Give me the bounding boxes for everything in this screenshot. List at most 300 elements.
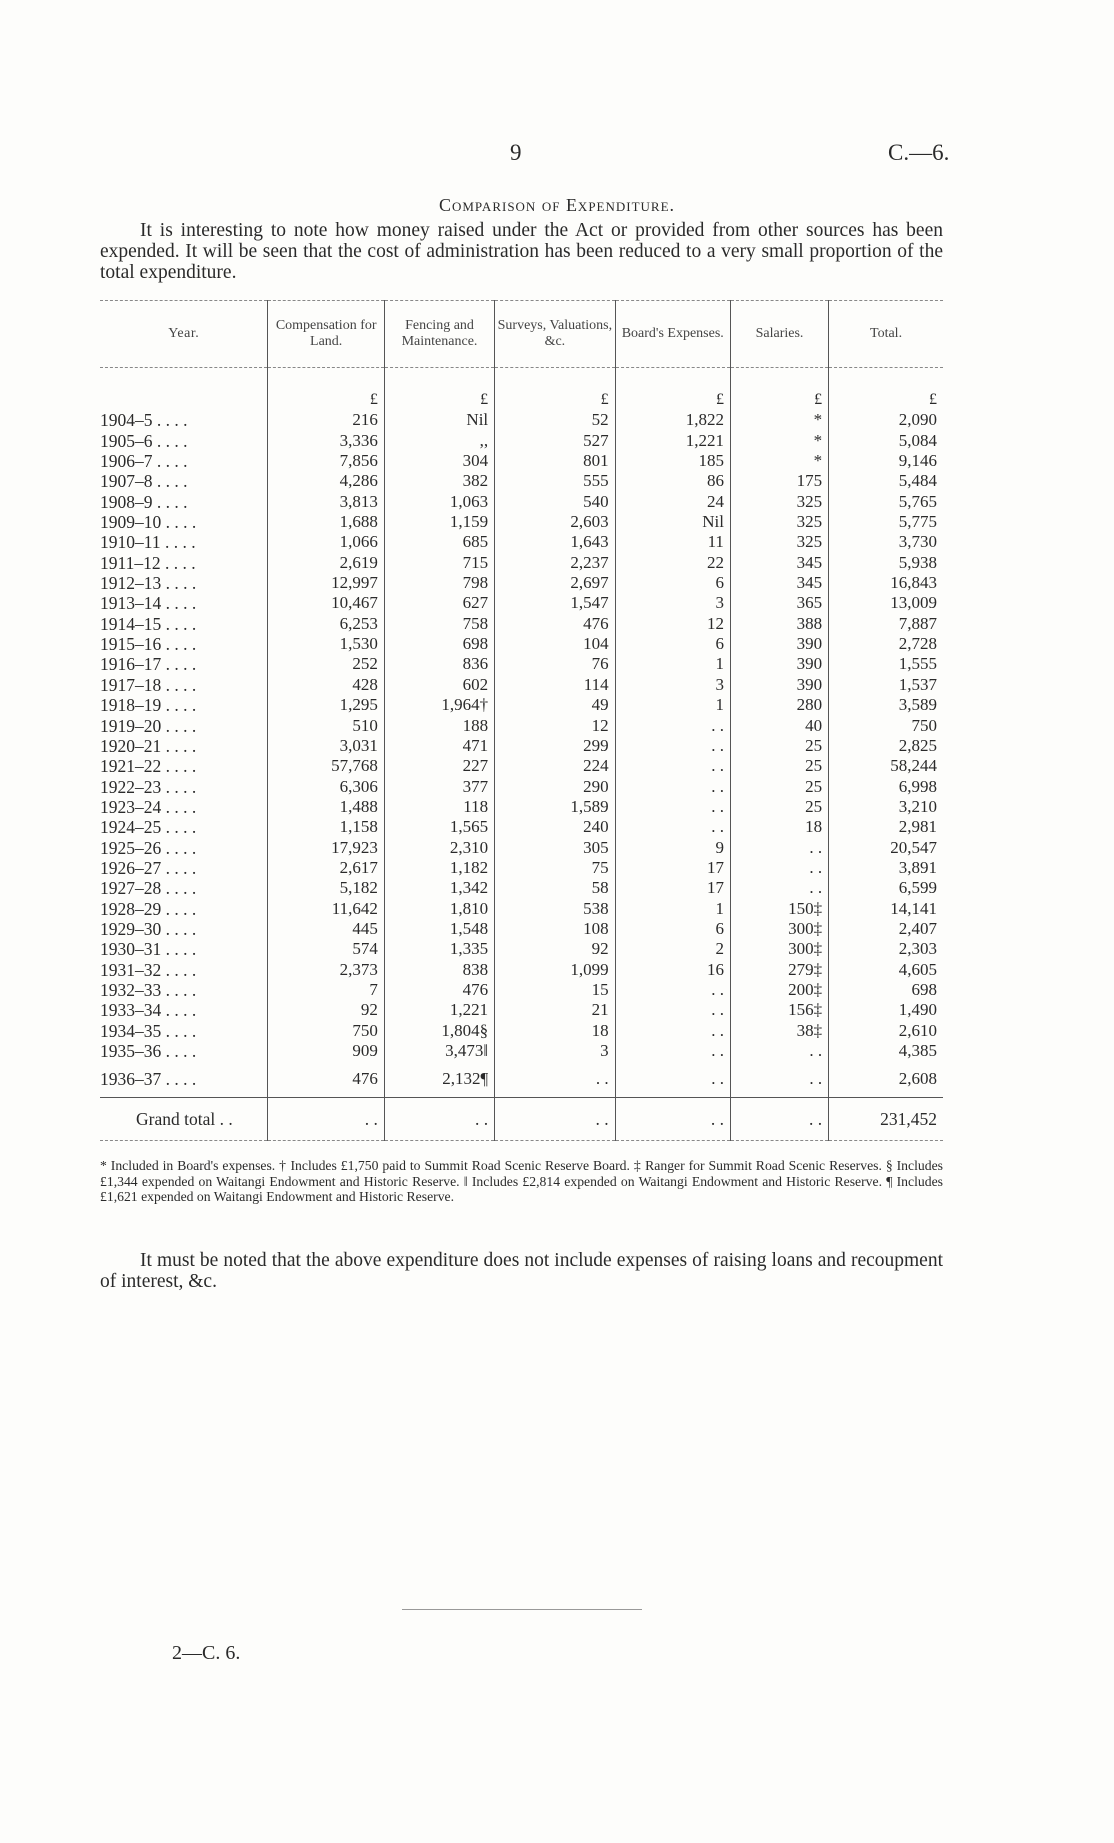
value-cell: 6,998: [829, 776, 943, 796]
value-cell: 12,997: [268, 573, 384, 593]
value-cell: 2,697: [495, 573, 615, 593]
value-cell: 1,488: [268, 797, 384, 817]
value-cell: . .: [615, 1061, 730, 1098]
table-row: [100, 776, 943, 796]
value-cell: 540: [495, 491, 615, 511]
value-cell: 18: [495, 1020, 615, 1040]
value-cell: 188: [384, 715, 494, 735]
year-cell: 1909–10 . . . .: [100, 512, 197, 533]
value-cell: 240: [495, 817, 615, 837]
table-row: [100, 573, 943, 593]
value-cell: . .: [730, 1061, 828, 1098]
year-cell: 1908–9 . . . .: [100, 491, 188, 512]
value-cell: 390: [730, 654, 828, 674]
value-cell: 6,599: [829, 878, 943, 898]
value-cell: 2,237: [495, 552, 615, 572]
year-cell: 1904–5 . . . .: [100, 410, 188, 431]
year-cell: 1920–21 . . . .: [100, 735, 197, 756]
value-cell: 18: [730, 817, 828, 837]
year-cell: 1915–16 . . . .: [100, 634, 197, 655]
value-cell: 156‡: [730, 1000, 828, 1020]
value-cell: 38‡: [730, 1020, 828, 1040]
year-cell: 1911–12 . . . .: [100, 552, 196, 573]
table-row: [100, 1000, 943, 1020]
value-cell: 476: [268, 1061, 384, 1098]
section-title: Comparison of Expenditure.: [438, 195, 676, 215]
value-cell: 476: [495, 613, 615, 633]
value-cell: 698: [384, 634, 494, 654]
table-row: [100, 613, 943, 633]
table-row: [100, 451, 943, 471]
table-row: [100, 410, 943, 430]
value-cell: 1,589: [495, 797, 615, 817]
value-cell: 3,210: [829, 797, 943, 817]
value-cell: 325: [730, 491, 828, 511]
value-cell: 2,617: [268, 858, 384, 878]
year-cell: 1906–7 . . . .: [100, 451, 188, 472]
value-cell: 5,084: [829, 430, 943, 450]
value-cell: 216: [268, 410, 384, 430]
table-row: [100, 491, 943, 511]
value-cell: 377: [384, 776, 494, 796]
value-cell: . .: [615, 797, 730, 817]
value-cell: Nil: [615, 512, 730, 532]
value-cell: 2,603: [495, 512, 615, 532]
grand-total-cell: . .: [384, 1098, 494, 1141]
value-cell: 1,221: [384, 1000, 494, 1020]
table-row: [100, 715, 943, 735]
year-cell: 1925–26 . . . .: [100, 837, 197, 858]
value-cell: 1,688: [268, 512, 384, 532]
column-header: Board's Expenses.: [615, 301, 730, 368]
value-cell: 1,530: [268, 634, 384, 654]
value-cell: *: [730, 430, 828, 450]
value-cell: 300‡: [730, 919, 828, 939]
value-cell: 200‡: [730, 980, 828, 1000]
value-cell: 52: [495, 410, 615, 430]
value-cell: . .: [495, 1061, 615, 1098]
column-header: Fencing and Maintenance.: [384, 301, 494, 368]
value-cell: 5,938: [829, 552, 943, 572]
value-cell: 2,132¶: [384, 1061, 494, 1098]
year-cell: 1935–36 . . . .: [100, 1041, 197, 1061]
year-cell: 1918–19 . . . .: [100, 695, 197, 716]
table-row: [100, 878, 943, 898]
value-cell: 698: [829, 980, 943, 1000]
value-cell: 325: [730, 512, 828, 532]
year-cell: 1917–18 . . . .: [100, 674, 197, 695]
intro-paragraph: It is interesting to note how money raised under the Act or provided from other sources has been expended. It will be seen that the cost of administration has been reduced to a very small proportion of the total expenditure.: [100, 220, 943, 283]
table-row: [100, 593, 943, 613]
value-cell: 1,964†: [384, 695, 494, 715]
value-cell: 49: [495, 695, 615, 715]
value-cell: 2,608: [829, 1061, 943, 1098]
value-cell: . .: [615, 980, 730, 1000]
table-header: [100, 301, 943, 368]
value-cell: Nil: [384, 410, 494, 430]
value-cell: 280: [730, 695, 828, 715]
column-header: Surveys, Valuations, &c.: [495, 301, 615, 368]
value-cell: 758: [384, 613, 494, 633]
value-cell: 5,182: [268, 878, 384, 898]
value-cell: 92: [268, 1000, 384, 1020]
value-cell: 7: [268, 980, 384, 1000]
value-cell: 325: [730, 532, 828, 552]
value-cell: 2,310: [384, 837, 494, 857]
value-cell: 15: [495, 980, 615, 1000]
expenditure-table-container: [100, 300, 943, 1141]
table-row: [100, 654, 943, 674]
value-cell: 1,342: [384, 878, 494, 898]
table-row: [100, 674, 943, 694]
grand-total-cell: . .: [615, 1098, 730, 1141]
value-cell: 3: [615, 593, 730, 613]
value-cell: 20,547: [829, 837, 943, 857]
grand-total-cell: 231,452: [829, 1098, 943, 1141]
value-cell: 6,253: [268, 613, 384, 633]
year-cell: 1912–13 . . . .: [100, 573, 197, 594]
table-row: [100, 898, 943, 918]
value-cell: ,,: [384, 430, 494, 450]
footnotes: * Included in Board's expenses. † Includes £1,750 paid to Summit Road Scenic Reserve Board. ‡ Ranger for Summit Road Scenic Reserves. § Includes £1,344 expended on Waitangi Endowment and Historic Reserve. ‖ Includes £2,814 expended on Waitangi Endowment and Historic Reserve. ¶ Includes £1,621 expended on Waitangi Endowment and Historic Reserve.: [100, 1158, 943, 1204]
value-cell: 304: [384, 451, 494, 471]
value-cell: 2,728: [829, 634, 943, 654]
year-cell: 1916–17 . . . .: [100, 654, 197, 675]
value-cell: 3,589: [829, 695, 943, 715]
value-cell: 104: [495, 634, 615, 654]
value-cell: 909: [268, 1041, 384, 1061]
page-signature: 2—C. 6.: [172, 1642, 241, 1664]
value-cell: 2,090: [829, 410, 943, 430]
value-cell: 5,775: [829, 512, 943, 532]
value-cell: 2,981: [829, 817, 943, 837]
currency-cell: £: [384, 368, 494, 411]
value-cell: 17,923: [268, 837, 384, 857]
year-cell: 1928–29 . . . .: [100, 898, 197, 919]
value-cell: 445: [268, 919, 384, 939]
value-cell: 1,537: [829, 674, 943, 694]
value-cell: 86: [615, 471, 730, 491]
table-row: [100, 1041, 943, 1061]
value-cell: 345: [730, 552, 828, 572]
value-cell: 4,385: [829, 1041, 943, 1061]
value-cell: . .: [615, 1000, 730, 1020]
value-cell: 6,306: [268, 776, 384, 796]
value-cell: 428: [268, 674, 384, 694]
table-row: [100, 736, 943, 756]
value-cell: 3,336: [268, 430, 384, 450]
value-cell: 185: [615, 451, 730, 471]
value-cell: 5,484: [829, 471, 943, 491]
value-cell: 3,891: [829, 858, 943, 878]
value-cell: 299: [495, 736, 615, 756]
value-cell: 92: [495, 939, 615, 959]
value-cell: 750: [268, 1020, 384, 1040]
value-cell: . .: [730, 858, 828, 878]
value-cell: 7,856: [268, 451, 384, 471]
table-footer: [100, 1098, 943, 1141]
value-cell: 2: [615, 939, 730, 959]
value-cell: 2,825: [829, 736, 943, 756]
year-cell: 1907–8 . . . .: [100, 471, 188, 492]
table-row: [100, 959, 943, 979]
value-cell: 25: [730, 776, 828, 796]
value-cell: 227: [384, 756, 494, 776]
value-cell: 1: [615, 695, 730, 715]
year-cell: 1921–22 . . . .: [100, 756, 197, 777]
value-cell: 22: [615, 552, 730, 572]
value-cell: 1: [615, 654, 730, 674]
value-cell: 16: [615, 959, 730, 979]
table-row: [100, 919, 943, 939]
value-cell: 510: [268, 715, 384, 735]
table-body: [100, 368, 943, 1098]
value-cell: . .: [615, 756, 730, 776]
table-row: [100, 939, 943, 959]
value-cell: 25: [730, 736, 828, 756]
value-cell: 3,813: [268, 491, 384, 511]
value-cell: 1: [615, 898, 730, 918]
year-cell: 1923–24 . . . .: [100, 796, 197, 817]
grand-total-cell: . .: [268, 1098, 384, 1141]
year-cell: 1934–35 . . . .: [100, 1020, 197, 1041]
year-cell: 1924–25 . . . .: [100, 817, 197, 838]
table-row: [100, 430, 943, 450]
value-cell: 16,843: [829, 573, 943, 593]
value-cell: 14,141: [829, 898, 943, 918]
value-cell: 75: [495, 858, 615, 878]
year-cell: 1913–14 . . . .: [100, 593, 197, 614]
value-cell: 1,804§: [384, 1020, 494, 1040]
value-cell: 345: [730, 573, 828, 593]
table-row: [100, 858, 943, 878]
value-cell: 17: [615, 858, 730, 878]
value-cell: 6: [615, 634, 730, 654]
table-row: [100, 980, 943, 1000]
value-cell: 3: [615, 674, 730, 694]
value-cell: 1,221: [615, 430, 730, 450]
value-cell: 1,158: [268, 817, 384, 837]
value-cell: 108: [495, 919, 615, 939]
value-cell: 1,555: [829, 654, 943, 674]
value-cell: 388: [730, 613, 828, 633]
year-cell: 1905–6 . . . .: [100, 430, 188, 451]
value-cell: 118: [384, 797, 494, 817]
value-cell: 2,373: [268, 959, 384, 979]
value-cell: . .: [730, 878, 828, 898]
value-cell: 12: [495, 715, 615, 735]
column-header: Compensation for Land.: [268, 301, 384, 368]
value-cell: 9,146: [829, 451, 943, 471]
table-row: [100, 756, 943, 776]
grand-total-cell: . .: [495, 1098, 615, 1141]
value-cell: 715: [384, 552, 494, 572]
value-cell: 305: [495, 837, 615, 857]
value-cell: 1,822: [615, 410, 730, 430]
document-reference: C.—6.: [888, 140, 950, 165]
year-cell: 1930–31 . . . .: [100, 939, 197, 960]
value-cell: 290: [495, 776, 615, 796]
table-row: [100, 532, 943, 552]
value-cell: 76: [495, 654, 615, 674]
value-cell: 1,547: [495, 593, 615, 613]
year-cell: 1927–28 . . . .: [100, 878, 197, 899]
value-cell: 390: [730, 634, 828, 654]
value-cell: 798: [384, 573, 494, 593]
value-cell: 4,286: [268, 471, 384, 491]
value-cell: 382: [384, 471, 494, 491]
value-cell: 279‡: [730, 959, 828, 979]
value-cell: 1,565: [384, 817, 494, 837]
value-cell: 2,610: [829, 1020, 943, 1040]
value-cell: 555: [495, 471, 615, 491]
currency-cell: £: [829, 368, 943, 411]
value-cell: 538: [495, 898, 615, 918]
value-cell: 224: [495, 756, 615, 776]
value-cell: 527: [495, 430, 615, 450]
value-cell: 3: [495, 1041, 615, 1061]
value-cell: 471: [384, 736, 494, 756]
value-cell: 25: [730, 756, 828, 776]
value-cell: . .: [615, 736, 730, 756]
value-cell: 2,303: [829, 939, 943, 959]
year-cell: 1914–15 . . . .: [100, 613, 197, 634]
value-cell: 17: [615, 878, 730, 898]
value-cell: 300‡: [730, 939, 828, 959]
value-cell: 12: [615, 613, 730, 633]
grand-total-row: [100, 1098, 943, 1141]
value-cell: . .: [615, 776, 730, 796]
currency-cell: £: [495, 368, 615, 411]
closing-paragraph: It must be noted that the above expenditure does not include expenses of raising loans and recoupment of interest, &c.: [100, 1250, 943, 1292]
value-cell: 750: [829, 715, 943, 735]
value-cell: 3,730: [829, 532, 943, 552]
column-header: Salaries.: [730, 301, 828, 368]
value-cell: 1,643: [495, 532, 615, 552]
table-row: [100, 1020, 943, 1040]
value-cell: . .: [615, 1041, 730, 1061]
currency-cell: [100, 368, 268, 411]
value-cell: . .: [730, 1041, 828, 1061]
year-cell: 1919–20 . . . .: [100, 715, 197, 736]
value-cell: 6: [615, 573, 730, 593]
value-cell: 1,182: [384, 858, 494, 878]
table-row: [100, 817, 943, 837]
value-cell: 602: [384, 674, 494, 694]
value-cell: 7,887: [829, 613, 943, 633]
value-cell: 1,063: [384, 491, 494, 511]
value-cell: 24: [615, 491, 730, 511]
value-cell: 1,159: [384, 512, 494, 532]
value-cell: 6: [615, 919, 730, 939]
page-number: 9: [510, 140, 522, 165]
value-cell: 40: [730, 715, 828, 735]
value-cell: 627: [384, 593, 494, 613]
table-row: [100, 471, 943, 491]
value-cell: 1,335: [384, 939, 494, 959]
value-cell: 13,009: [829, 593, 943, 613]
value-cell: 685: [384, 532, 494, 552]
table-row: [100, 797, 943, 817]
value-cell: 11: [615, 532, 730, 552]
divider-rule: [402, 1609, 642, 1610]
value-cell: 838: [384, 959, 494, 979]
table-row: [100, 837, 943, 857]
value-cell: *: [730, 410, 828, 430]
year-cell: 1910–11 . . . .: [100, 532, 196, 553]
value-cell: 252: [268, 654, 384, 674]
table-row: [100, 552, 943, 572]
value-cell: 1,066: [268, 532, 384, 552]
value-cell: . .: [730, 837, 828, 857]
value-cell: 3,031: [268, 736, 384, 756]
value-cell: 1,099: [495, 959, 615, 979]
value-cell: 1,490: [829, 1000, 943, 1020]
value-cell: 1,548: [384, 919, 494, 939]
value-cell: 574: [268, 939, 384, 959]
year-cell: 1932–33 . . . .: [100, 979, 197, 1000]
value-cell: 175: [730, 471, 828, 491]
year-cell: 1931–32 . . . .: [100, 959, 197, 980]
value-cell: 5,765: [829, 491, 943, 511]
value-cell: 57,768: [268, 756, 384, 776]
value-cell: 365: [730, 593, 828, 613]
currency-row: [100, 368, 943, 411]
grand-total-label: Grand total . .: [100, 1098, 268, 1141]
expenditure-table: [100, 300, 943, 1141]
value-cell: 21: [495, 1000, 615, 1020]
year-cell: 1936–37 . . . .: [100, 1069, 197, 1089]
value-cell: . .: [615, 1020, 730, 1040]
value-cell: 58: [495, 878, 615, 898]
value-cell: 3,473‖: [384, 1041, 494, 1061]
value-cell: 25: [730, 797, 828, 817]
column-header-year: Year.: [100, 301, 268, 368]
currency-cell: £: [615, 368, 730, 411]
currency-cell: £: [268, 368, 384, 411]
value-cell: 9: [615, 837, 730, 857]
year-cell: 1933–34 . . . .: [100, 1000, 197, 1021]
grand-total-cell: . .: [730, 1098, 828, 1141]
value-cell: 4,605: [829, 959, 943, 979]
value-cell: 390: [730, 674, 828, 694]
table-row: [100, 695, 943, 715]
table-row: [100, 634, 943, 654]
value-cell: 836: [384, 654, 494, 674]
currency-cell: £: [730, 368, 828, 411]
value-cell: . .: [615, 715, 730, 735]
column-header: Total.: [829, 301, 943, 368]
value-cell: 10,467: [268, 593, 384, 613]
year-cell: 1926–27 . . . .: [100, 857, 197, 878]
value-cell: 2,407: [829, 919, 943, 939]
year-cell: 1922–23 . . . .: [100, 776, 197, 797]
table-row: [100, 1061, 943, 1098]
value-cell: 11,642: [268, 898, 384, 918]
value-cell: 2,619: [268, 552, 384, 572]
year-cell: 1929–30 . . . .: [100, 918, 197, 939]
table-row: [100, 512, 943, 532]
value-cell: 114: [495, 674, 615, 694]
value-cell: 1,810: [384, 898, 494, 918]
value-cell: *: [730, 451, 828, 471]
value-cell: 801: [495, 451, 615, 471]
value-cell: 1,295: [268, 695, 384, 715]
value-cell: 150‡: [730, 898, 828, 918]
value-cell: . .: [615, 817, 730, 837]
value-cell: 58,244: [829, 756, 943, 776]
value-cell: 476: [384, 980, 494, 1000]
